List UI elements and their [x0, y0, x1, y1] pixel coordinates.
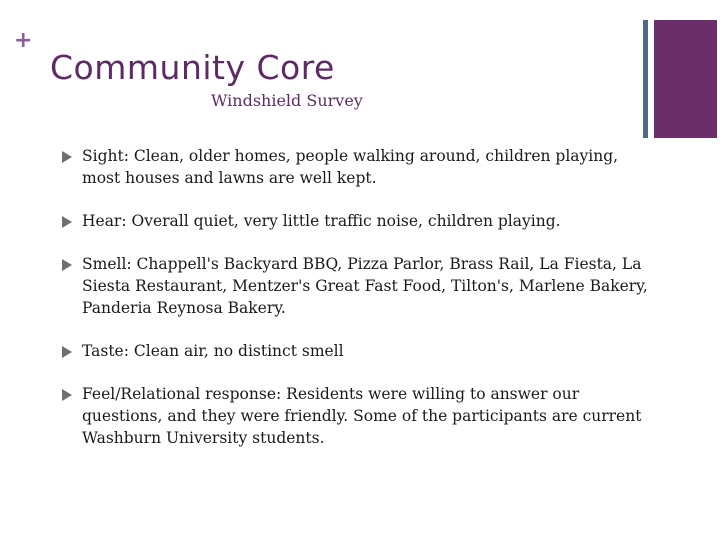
- bullet-text: Hear: Overall quiet, very little traffic noise, children playing.: [82, 212, 561, 230]
- bullet-item-feel: [62, 383, 652, 449]
- bullet-marker-icon: [62, 151, 72, 163]
- bullet-marker-icon: [62, 346, 72, 358]
- bullet-item-smell: [62, 253, 652, 319]
- bullet-text: Taste: Clean air, no distinct smell: [82, 342, 344, 360]
- plus-icon: +: [14, 28, 33, 53]
- bullet-item-hear: [62, 210, 652, 232]
- bullet-text: Sight: Clean, older homes, people walking around, children playing, most houses and lawns are well kept.: [82, 147, 619, 187]
- accent-bar-thin: [643, 20, 648, 138]
- slide-subtitle: Windshield Survey: [211, 91, 363, 110]
- bullet-marker-icon: [62, 389, 72, 401]
- bullet-list: [62, 145, 652, 449]
- bullet-item-sight: [62, 145, 652, 189]
- slide-title: Community Core: [50, 48, 335, 87]
- bullet-text: Smell: Chappell's Backyard BBQ, Pizza Parlor, Brass Rail, La Fiesta, La Siesta Restaurant, Mentzer's Great Fast Food, Tilton's, Marlene Bakery, Panderia Reynosa Bakery.: [82, 255, 648, 317]
- bullet-marker-icon: [62, 216, 72, 228]
- bullet-item-taste: [62, 340, 652, 362]
- accent-bar-wide: [654, 20, 717, 138]
- bullet-marker-icon: [62, 259, 72, 271]
- bullet-text: Feel/Relational response: Residents were willing to answer our questions, and they were friendly. Some of the participants are current Washburn University students.: [82, 385, 642, 447]
